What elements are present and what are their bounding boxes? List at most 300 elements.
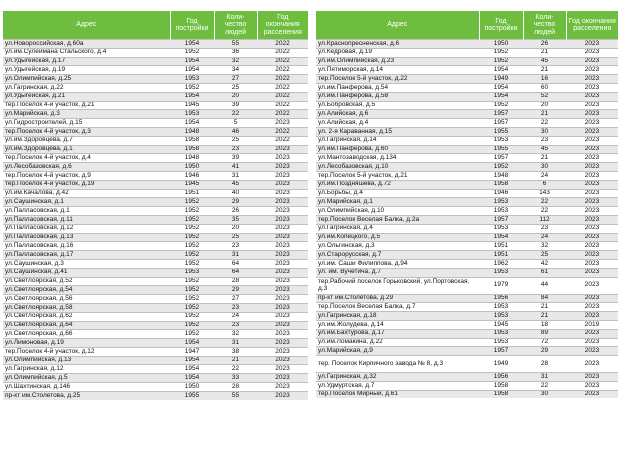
address-cell: ул.Гагринская, д.22 (3, 83, 170, 92)
year-built-cell: 1954 (170, 339, 214, 348)
year-end-cell: 2023 (566, 277, 618, 294)
year-end-cell: 2023 (257, 268, 308, 277)
year-end-cell: 2023 (257, 207, 308, 216)
address-cell: ул.им.Поздняшева, д.72 (316, 180, 479, 189)
table-row (316, 242, 618, 251)
table-row (316, 136, 618, 145)
year-built-cell: 1954 (170, 356, 214, 365)
table-row (3, 66, 308, 75)
year-built-cell: 1945 (479, 320, 523, 329)
people-cell: 23 (214, 242, 257, 251)
address-cell: ул.Палласовская, д.11 (3, 215, 170, 224)
address-cell: тер.Поселок 5-й участок, д.21 (316, 171, 479, 180)
people-cell: 21 (523, 312, 566, 321)
people-cell: 30 (523, 390, 566, 398)
year-end-cell: 2023 (566, 224, 618, 233)
people-cell: 29 (214, 286, 257, 295)
address-cell: ул.Саушинская, д.41 (3, 268, 170, 277)
table-row (316, 171, 618, 180)
address-cell: ул.Палласовская, д.12 (3, 224, 170, 233)
year-built-cell: 1954 (170, 92, 214, 101)
table-row (3, 57, 308, 66)
people-cell: 22 (214, 365, 257, 374)
year-built-cell: 1952 (479, 48, 523, 57)
header-year-end: Год окончания расселения (566, 11, 618, 40)
year-end-cell: 2022 (257, 40, 308, 49)
table-row (3, 330, 308, 339)
address-cell: ул.Олимпийская, д.13 (3, 356, 170, 365)
address-cell: ул.Светлоярская, д.54 (3, 286, 170, 295)
year-end-cell: 2023 (257, 321, 308, 330)
year-end-cell: 2023 (257, 330, 308, 339)
year-built-cell: 1952 (170, 198, 214, 207)
year-end-cell: 2023 (257, 224, 308, 233)
address-cell: ул.Удыгейская, д.19 (3, 66, 170, 75)
year-end-cell: 2023 (566, 242, 618, 251)
table-row (3, 119, 308, 128)
year-end-cell: 2023 (566, 101, 618, 110)
people-cell: 64 (214, 268, 257, 277)
address-cell: ул.Удмуртская, д.7 (316, 381, 479, 390)
year-end-cell: 2023 (566, 145, 618, 154)
address-cell: ул.им.Здоровцева, д.7 (3, 136, 170, 145)
year-built-cell: 1954 (479, 233, 523, 242)
table-row (3, 145, 308, 154)
address-cell: ул.Палласовская, д.16 (3, 242, 170, 251)
table-row (316, 57, 618, 66)
table-row (316, 329, 618, 338)
address-cell: ул.им.Панферова, д.58 (316, 92, 479, 101)
table-row (3, 101, 308, 110)
year-built-cell: 1952 (170, 215, 214, 224)
people-cell: 20 (214, 92, 257, 101)
table-row (3, 242, 308, 251)
people-cell: 41 (214, 163, 257, 172)
people-cell: 22 (523, 198, 566, 207)
year-end-cell: 2023 (566, 215, 618, 224)
table-row (3, 303, 308, 312)
people-cell: 24 (214, 312, 257, 321)
year-built-cell: 1953 (170, 268, 214, 277)
address-cell: ул.Бобровская, д.5 (316, 101, 479, 110)
year-built-cell: 1950 (170, 163, 214, 172)
people-cell: 28 (523, 356, 566, 373)
year-built-cell: 1979 (479, 277, 523, 294)
year-end-cell: 2023 (257, 339, 308, 348)
year-end-cell: 2023 (566, 268, 618, 277)
people-cell: 32 (523, 242, 566, 251)
address-cell: ул.Гагринская, д.4 (316, 224, 479, 233)
address-cell: ул.Краснопресненская, д.6 (316, 40, 479, 49)
address-cell: тер.Поселок Веселая Балка, д.2а (316, 215, 479, 224)
people-cell: 29 (523, 347, 566, 356)
year-built-cell: 1952 (170, 312, 214, 321)
people-cell: 84 (523, 294, 566, 303)
people-cell: 26 (523, 40, 566, 49)
year-built-cell: 1953 (479, 338, 523, 347)
address-cell: тер.Поселок Мирный, д.61 (316, 390, 479, 398)
header-address: Адрес (3, 11, 170, 40)
year-built-cell: 1958 (170, 136, 214, 145)
year-built-cell: 1955 (170, 391, 214, 399)
left-table (3, 11, 308, 400)
year-built-cell: 1946 (170, 171, 214, 180)
table-row (316, 66, 618, 75)
table-row (316, 198, 618, 207)
table-row (3, 215, 308, 224)
table-row (316, 356, 618, 373)
year-built-cell: 1954 (170, 365, 214, 374)
table-row (3, 251, 308, 260)
address-cell: ул.Светлоярская, д.52 (3, 277, 170, 286)
year-end-cell: 2022 (257, 136, 308, 145)
header-year-end: Год окончания расселения (257, 11, 308, 40)
year-built-cell: 1953 (479, 303, 523, 312)
address-cell: ул.Олимпийская, д.5 (3, 374, 170, 383)
year-built-cell: 1957 (479, 119, 523, 128)
people-cell: 24 (523, 233, 566, 242)
table-row (316, 381, 618, 390)
address-cell: ул.им.Копецкого, д.5 (316, 233, 479, 242)
address-cell: ул.Старорусская, д.7 (316, 251, 479, 260)
people-cell: 31 (214, 339, 257, 348)
people-cell: 25 (523, 251, 566, 260)
address-cell: ул.Олимпийская, д.10 (316, 207, 479, 216)
table-row (316, 268, 618, 277)
people-cell: 30 (523, 163, 566, 172)
address-cell: ул.Светлоярская, д.66 (3, 330, 170, 339)
people-cell: 35 (214, 215, 257, 224)
year-end-cell: 2023 (566, 312, 618, 321)
address-cell: ул.Саушинская, д.3 (3, 259, 170, 268)
year-end-cell: 2023 (257, 303, 308, 312)
address-cell: ул.Палласовская, д.1 (3, 207, 170, 216)
year-end-cell: 2022 (257, 75, 308, 84)
people-cell: 21 (523, 110, 566, 119)
year-built-cell: 1954 (170, 57, 214, 66)
table-row (316, 101, 618, 110)
year-end-cell: 2023 (257, 189, 308, 198)
year-built-cell: 1955 (479, 127, 523, 136)
people-cell: 60 (523, 83, 566, 92)
year-end-cell: 2023 (566, 110, 618, 119)
year-end-cell: 2023 (257, 365, 308, 374)
left-table-header (3, 11, 308, 40)
people-cell: 42 (523, 259, 566, 268)
year-end-cell: 2023 (257, 383, 308, 392)
address-cell: ул.Палласовская, д.17 (3, 251, 170, 260)
left-table-body (3, 40, 308, 400)
address-cell: ул.Ольгинская, д.3 (316, 242, 479, 251)
table-row (316, 390, 618, 398)
table-row (316, 259, 618, 268)
year-built-cell: 1951 (170, 189, 214, 198)
address-cell: тер.Поселок 4-й участок, д.3 (3, 127, 170, 136)
table-row (316, 233, 618, 242)
address-cell: ул.Новороссийская, д.60а (3, 40, 170, 49)
year-end-cell: 2022 (257, 110, 308, 119)
table-row (316, 320, 618, 329)
address-cell: ул.Светлоярская, д.62 (3, 312, 170, 321)
year-built-cell: 1954 (170, 119, 214, 128)
year-built-cell: 1948 (479, 171, 523, 180)
table-row (3, 259, 308, 268)
people-cell: 23 (214, 303, 257, 312)
table-row (3, 233, 308, 242)
address-cell: ул. им. Вучетича, д.7 (316, 268, 479, 277)
year-end-cell: 2019 (566, 320, 618, 329)
year-end-cell: 2023 (566, 40, 618, 49)
table-row (316, 224, 618, 233)
year-end-cell: 2023 (257, 259, 308, 268)
address-cell: тер.Поселок Веселая Балка, д.7 (316, 303, 479, 312)
people-cell: 16 (523, 75, 566, 84)
year-end-cell: 2023 (566, 119, 618, 128)
people-cell: 23 (214, 321, 257, 330)
year-end-cell: 2023 (257, 119, 308, 128)
year-built-cell: 1952 (170, 233, 214, 242)
year-built-cell: 1952 (170, 83, 214, 92)
table-row (3, 374, 308, 383)
people-cell: 22 (214, 110, 257, 119)
address-cell: ул.Светлоярская, д.64 (3, 321, 170, 330)
address-cell: ул.Гагринская, д.14 (316, 136, 479, 145)
address-cell: тер. Поселок Кирпичного завода № 8, д.3 (316, 356, 479, 373)
table-row (3, 180, 308, 189)
address-cell: тер.Поселок 4-й участок, д.12 (3, 347, 170, 356)
year-end-cell: 2023 (257, 356, 308, 365)
people-cell: 89 (523, 329, 566, 338)
people-cell: 52 (523, 92, 566, 101)
year-built-cell: 1955 (479, 145, 523, 154)
table-row (316, 92, 618, 101)
address-cell: ул.Светлоярская, д.58 (3, 303, 170, 312)
year-built-cell: 1947 (170, 347, 214, 356)
year-built-cell: 1954 (479, 83, 523, 92)
year-end-cell: 2023 (257, 215, 308, 224)
year-end-cell: 2023 (257, 391, 308, 399)
table-row (3, 383, 308, 392)
table-row (3, 92, 308, 101)
year-built-cell: 1958 (479, 381, 523, 390)
year-built-cell: 1954 (170, 374, 214, 383)
address-cell: ул.им. Саши Филиппова, д.94 (316, 259, 479, 268)
address-cell: ул.Лимоновая, д.19 (3, 339, 170, 348)
address-cell: ул.Пятиморская, д.14 (316, 66, 479, 75)
people-cell: 72 (523, 338, 566, 347)
year-built-cell: 1952 (170, 224, 214, 233)
year-built-cell: 1953 (479, 207, 523, 216)
people-cell: 33 (214, 374, 257, 383)
table-row (3, 75, 308, 84)
people-cell: 34 (214, 66, 257, 75)
people-cell: 6 (523, 180, 566, 189)
year-end-cell: 2023 (566, 303, 618, 312)
people-cell: 23 (523, 136, 566, 145)
people-cell: 18 (523, 320, 566, 329)
people-cell: 64 (214, 259, 257, 268)
year-built-cell: 1958 (170, 145, 214, 154)
header-address: Адрес (316, 11, 479, 40)
people-cell: 23 (523, 224, 566, 233)
year-built-cell: 1957 (479, 110, 523, 119)
year-built-cell: 1957 (479, 347, 523, 356)
table-row (3, 207, 308, 216)
address-cell: ул.Саушинская, д.1 (3, 198, 170, 207)
year-built-cell: 1946 (479, 189, 523, 198)
people-cell: 44 (523, 277, 566, 294)
year-end-cell: 2023 (257, 242, 308, 251)
year-end-cell: 2023 (257, 251, 308, 260)
year-built-cell: 1952 (479, 101, 523, 110)
year-end-cell: 2023 (566, 251, 618, 260)
people-cell: 21 (214, 356, 257, 365)
people-cell: 32 (214, 330, 257, 339)
table-row (3, 224, 308, 233)
address-cell: ул. 2-я Караванная, д.15 (316, 127, 479, 136)
table-row (316, 189, 618, 198)
address-cell: ул.Гагринская, д.32 (316, 373, 479, 382)
year-end-cell: 2023 (566, 233, 618, 242)
people-cell: 45 (523, 57, 566, 66)
year-end-cell: 2023 (566, 259, 618, 268)
year-built-cell: 1951 (479, 251, 523, 260)
address-cell: ул.Марийская, д.1 (316, 198, 479, 207)
table-row (316, 110, 618, 119)
address-cell: ул.Лесобазовская, д.10 (316, 163, 479, 172)
year-built-cell: 1951 (479, 242, 523, 251)
table-row (3, 189, 308, 198)
people-cell: 31 (523, 373, 566, 382)
address-cell: ул.Удыгейская, д.17 (3, 57, 170, 66)
address-cell: ул.Лесобазовская, д.6 (3, 163, 170, 172)
table-row (3, 277, 308, 286)
year-built-cell: 1949 (479, 75, 523, 84)
address-cell: ул.Гидростроителей, д.15 (3, 119, 170, 128)
year-built-cell: 1958 (479, 390, 523, 398)
address-cell: ул.Олимпийская, д.25 (3, 75, 170, 84)
table-row (3, 391, 308, 399)
year-built-cell: 1945 (170, 180, 214, 189)
year-built-cell: 1952 (170, 303, 214, 312)
address-cell: тер.Поселок 4-й участок, д.9 (3, 171, 170, 180)
year-built-cell: 1954 (479, 92, 523, 101)
people-cell: 55 (214, 40, 257, 49)
people-cell: 112 (523, 215, 566, 224)
people-cell: 40 (214, 189, 257, 198)
year-end-cell: 2023 (257, 233, 308, 242)
year-end-cell: 2023 (566, 294, 618, 303)
year-end-cell: 2023 (566, 136, 618, 145)
people-cell: 20 (214, 224, 257, 233)
address-cell: ул.им.Здоровцева, д.1 (3, 145, 170, 154)
year-built-cell: 1952 (170, 48, 214, 57)
people-cell: 39 (214, 101, 257, 110)
table-row (316, 373, 618, 382)
people-cell: 45 (523, 145, 566, 154)
people-cell: 28 (214, 277, 257, 286)
year-built-cell: 1953 (170, 110, 214, 119)
year-end-cell: 2022 (257, 48, 308, 57)
year-built-cell: 1950 (479, 40, 523, 49)
address-cell: тер.Поселок 4-й участок, д.21 (3, 101, 170, 110)
people-cell: 25 (214, 83, 257, 92)
table-row (316, 251, 618, 260)
year-end-cell: 2023 (257, 374, 308, 383)
address-cell: ул.Марийская, д.9 (316, 347, 479, 356)
year-end-cell: 2023 (257, 286, 308, 295)
address-cell: ул.Алийская, д.4 (316, 119, 479, 128)
people-cell: 38 (214, 347, 257, 356)
people-cell: 27 (214, 75, 257, 84)
table-row (3, 268, 308, 277)
year-built-cell: 1952 (170, 321, 214, 330)
people-cell: 23 (214, 145, 257, 154)
year-built-cell: 1954 (170, 66, 214, 75)
table-row (316, 207, 618, 216)
table-row (3, 163, 308, 172)
year-built-cell: 1948 (170, 127, 214, 136)
table-row (3, 127, 308, 136)
year-built-cell: 1952 (479, 163, 523, 172)
address-cell: ул.им.Панферова, д.54 (316, 83, 479, 92)
table-row (3, 286, 308, 295)
people-cell: 143 (523, 189, 566, 198)
year-end-cell: 2022 (257, 127, 308, 136)
year-end-cell: 2023 (566, 66, 618, 75)
year-end-cell: 2023 (566, 180, 618, 189)
table-row (3, 83, 308, 92)
year-built-cell: 1956 (479, 373, 523, 382)
people-cell: 25 (214, 136, 257, 145)
table-row (316, 40, 618, 49)
address-cell: пр-кт им.Столетова, д.25 (3, 391, 170, 399)
people-cell: 46 (214, 127, 257, 136)
address-cell: ул.Борьбы, д.4 (316, 189, 479, 198)
year-end-cell: 2023 (566, 207, 618, 216)
year-end-cell: 2023 (257, 145, 308, 154)
year-end-cell: 2023 (566, 189, 618, 198)
people-cell: 22 (523, 119, 566, 128)
people-cell: 29 (214, 198, 257, 207)
people-cell: 20 (523, 101, 566, 110)
year-end-cell: 2023 (566, 75, 618, 84)
year-end-cell: 2023 (257, 163, 308, 172)
address-cell: ул.Алийская, д.6 (316, 110, 479, 119)
address-cell: ул.им.Олимпийская, д.23 (316, 57, 479, 66)
year-end-cell: 2023 (257, 171, 308, 180)
people-cell: 31 (214, 251, 257, 260)
table-row (3, 347, 308, 356)
address-cell: ул.Палласовская, д.13 (3, 233, 170, 242)
table-row (3, 312, 308, 321)
year-built-cell: 1952 (479, 57, 523, 66)
header-people: Коли-чество людей (214, 11, 257, 40)
year-built-cell: 1948 (170, 154, 214, 163)
year-end-cell: 2023 (257, 154, 308, 163)
year-end-cell: 2023 (566, 48, 618, 57)
year-built-cell: 1952 (170, 295, 214, 304)
people-cell: 21 (523, 66, 566, 75)
year-end-cell: 2023 (257, 277, 308, 286)
year-end-cell: 2022 (257, 83, 308, 92)
address-cell: ул.Марийская, д.3 (3, 110, 170, 119)
table-row (3, 321, 308, 330)
table-row (3, 154, 308, 163)
year-end-cell: 2023 (566, 127, 618, 136)
year-end-cell: 2023 (566, 154, 618, 163)
table-row (3, 48, 308, 57)
